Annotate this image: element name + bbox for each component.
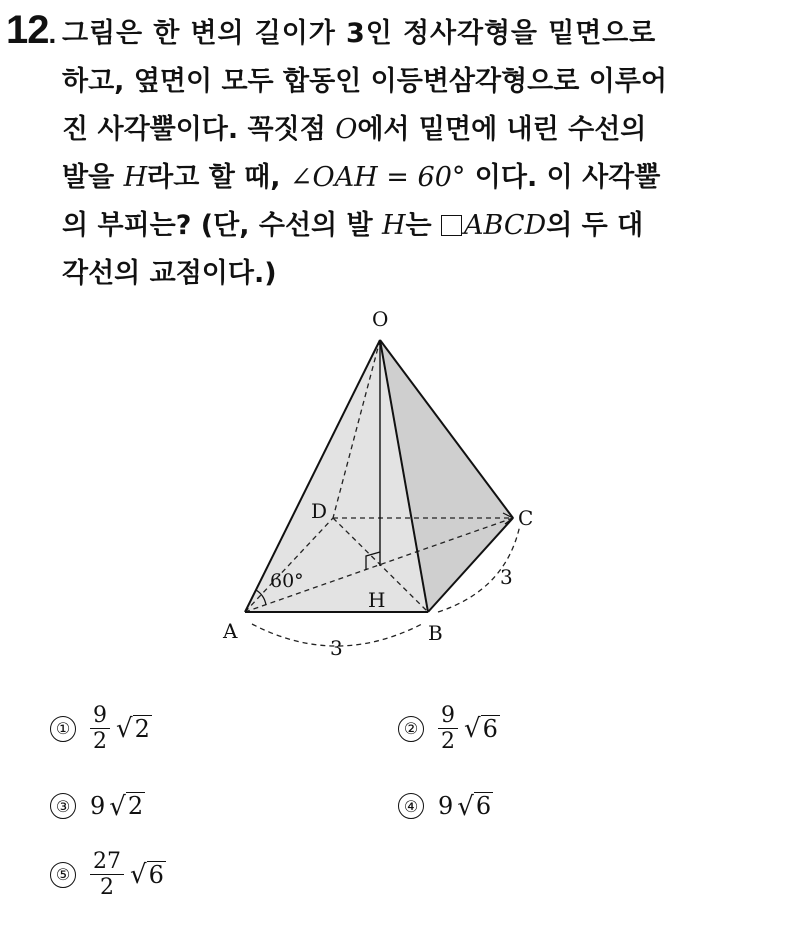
foot-h-symbol-2: H — [382, 210, 406, 241]
sqrt-icon: √ — [457, 791, 474, 822]
sqrt-icon: √ — [464, 714, 481, 745]
question-line-5-a: 의 부피는? (단, 수선의 발 — [62, 210, 382, 241]
pyramid-figure — [200, 298, 560, 668]
square-abcd-symbol: ABCD — [464, 210, 547, 241]
label-angle-60: 60° — [270, 570, 304, 592]
question-line-5-c: 의 두 대 — [546, 210, 644, 241]
sqrt-icon: √ — [130, 860, 147, 891]
choice-5-denominator: 2 — [100, 875, 114, 901]
choice-4-radical — [457, 791, 493, 822]
choice-2[interactable] — [398, 704, 500, 753]
question-line-4 — [62, 154, 762, 202]
choice-5-radical — [130, 860, 166, 891]
choice-5-numerator: 27 — [90, 850, 124, 875]
choice-3-marker: ③ — [50, 793, 76, 819]
question-number-value: 12 — [6, 8, 49, 52]
choice-4-marker: ④ — [398, 793, 424, 819]
choice-3-coefficient: 9 — [90, 792, 106, 820]
question-line-3 — [62, 106, 762, 154]
choice-3-radical — [109, 791, 145, 822]
sqrt-icon: √ — [116, 714, 133, 745]
choice-5-marker: ⑤ — [50, 862, 76, 888]
choice-2-marker: ② — [398, 716, 424, 742]
label-side-ab: 3 — [330, 636, 343, 660]
label-h: H — [368, 588, 386, 612]
label-c: C — [518, 506, 534, 530]
question-line-4-c: 이다. 이 사각뿔 — [465, 162, 661, 193]
choice-1-fraction — [90, 704, 110, 753]
question-line-4-b: 라고 할 때, — [147, 162, 290, 193]
question-line-5 — [62, 202, 762, 250]
label-d: D — [311, 499, 328, 523]
sqrt-icon: √ — [109, 791, 126, 822]
question-line-2: 하고, 옆면이 모두 합동인 이등변삼각형으로 이루어 — [62, 66, 667, 97]
label-o: O — [372, 307, 389, 331]
choice-1-marker: ① — [50, 716, 76, 742]
question-text — [62, 10, 762, 298]
choice-1[interactable] — [50, 704, 152, 753]
choice-2-numerator: 9 — [438, 704, 458, 729]
choice-4[interactable] — [398, 792, 493, 820]
question-line-6: 각선의 교점이다.) — [62, 258, 277, 289]
choice-5-radicand: 6 — [148, 860, 164, 889]
choice-5-fraction — [90, 850, 124, 899]
label-a: A — [223, 619, 238, 643]
choice-4-radicand: 6 — [475, 792, 492, 821]
choice-1-numerator: 9 — [90, 704, 110, 729]
choice-2-denominator: 2 — [441, 729, 455, 755]
choice-1-denominator: 2 — [93, 729, 107, 755]
label-side-bc: 3 — [500, 565, 513, 589]
choice-3-radicand: 2 — [127, 792, 144, 821]
choice-3[interactable] — [50, 792, 145, 820]
vertex-o-symbol: O — [335, 114, 358, 145]
choice-5[interactable] — [50, 850, 166, 899]
choice-2-radicand: 6 — [482, 714, 498, 743]
foot-h-symbol: H — [123, 162, 148, 193]
label-b: B — [428, 621, 443, 645]
question-line-3-b: 에서 밑면에 내린 수선의 — [357, 114, 647, 145]
choice-1-radical — [116, 714, 152, 745]
question-line-5-b: 는 — [405, 210, 442, 241]
question-line-1: 그림은 한 변의 길이가 3인 정사각형을 밑면으로 — [62, 18, 657, 49]
choice-2-radical — [464, 714, 500, 745]
choice-1-radicand: 2 — [134, 714, 150, 743]
choice-2-fraction — [438, 704, 458, 753]
choice-4-coefficient: 9 — [438, 792, 454, 820]
question-number — [6, 8, 55, 53]
angle-expression: ∠OAH = 60° — [289, 162, 466, 193]
question-line-4-a: 발을 — [62, 162, 124, 193]
question-line-3-a: 진 사각뿔이다. 꼭짓점 — [62, 114, 336, 145]
square-symbol-icon — [441, 215, 462, 236]
question-number-dot: . — [48, 18, 56, 49]
